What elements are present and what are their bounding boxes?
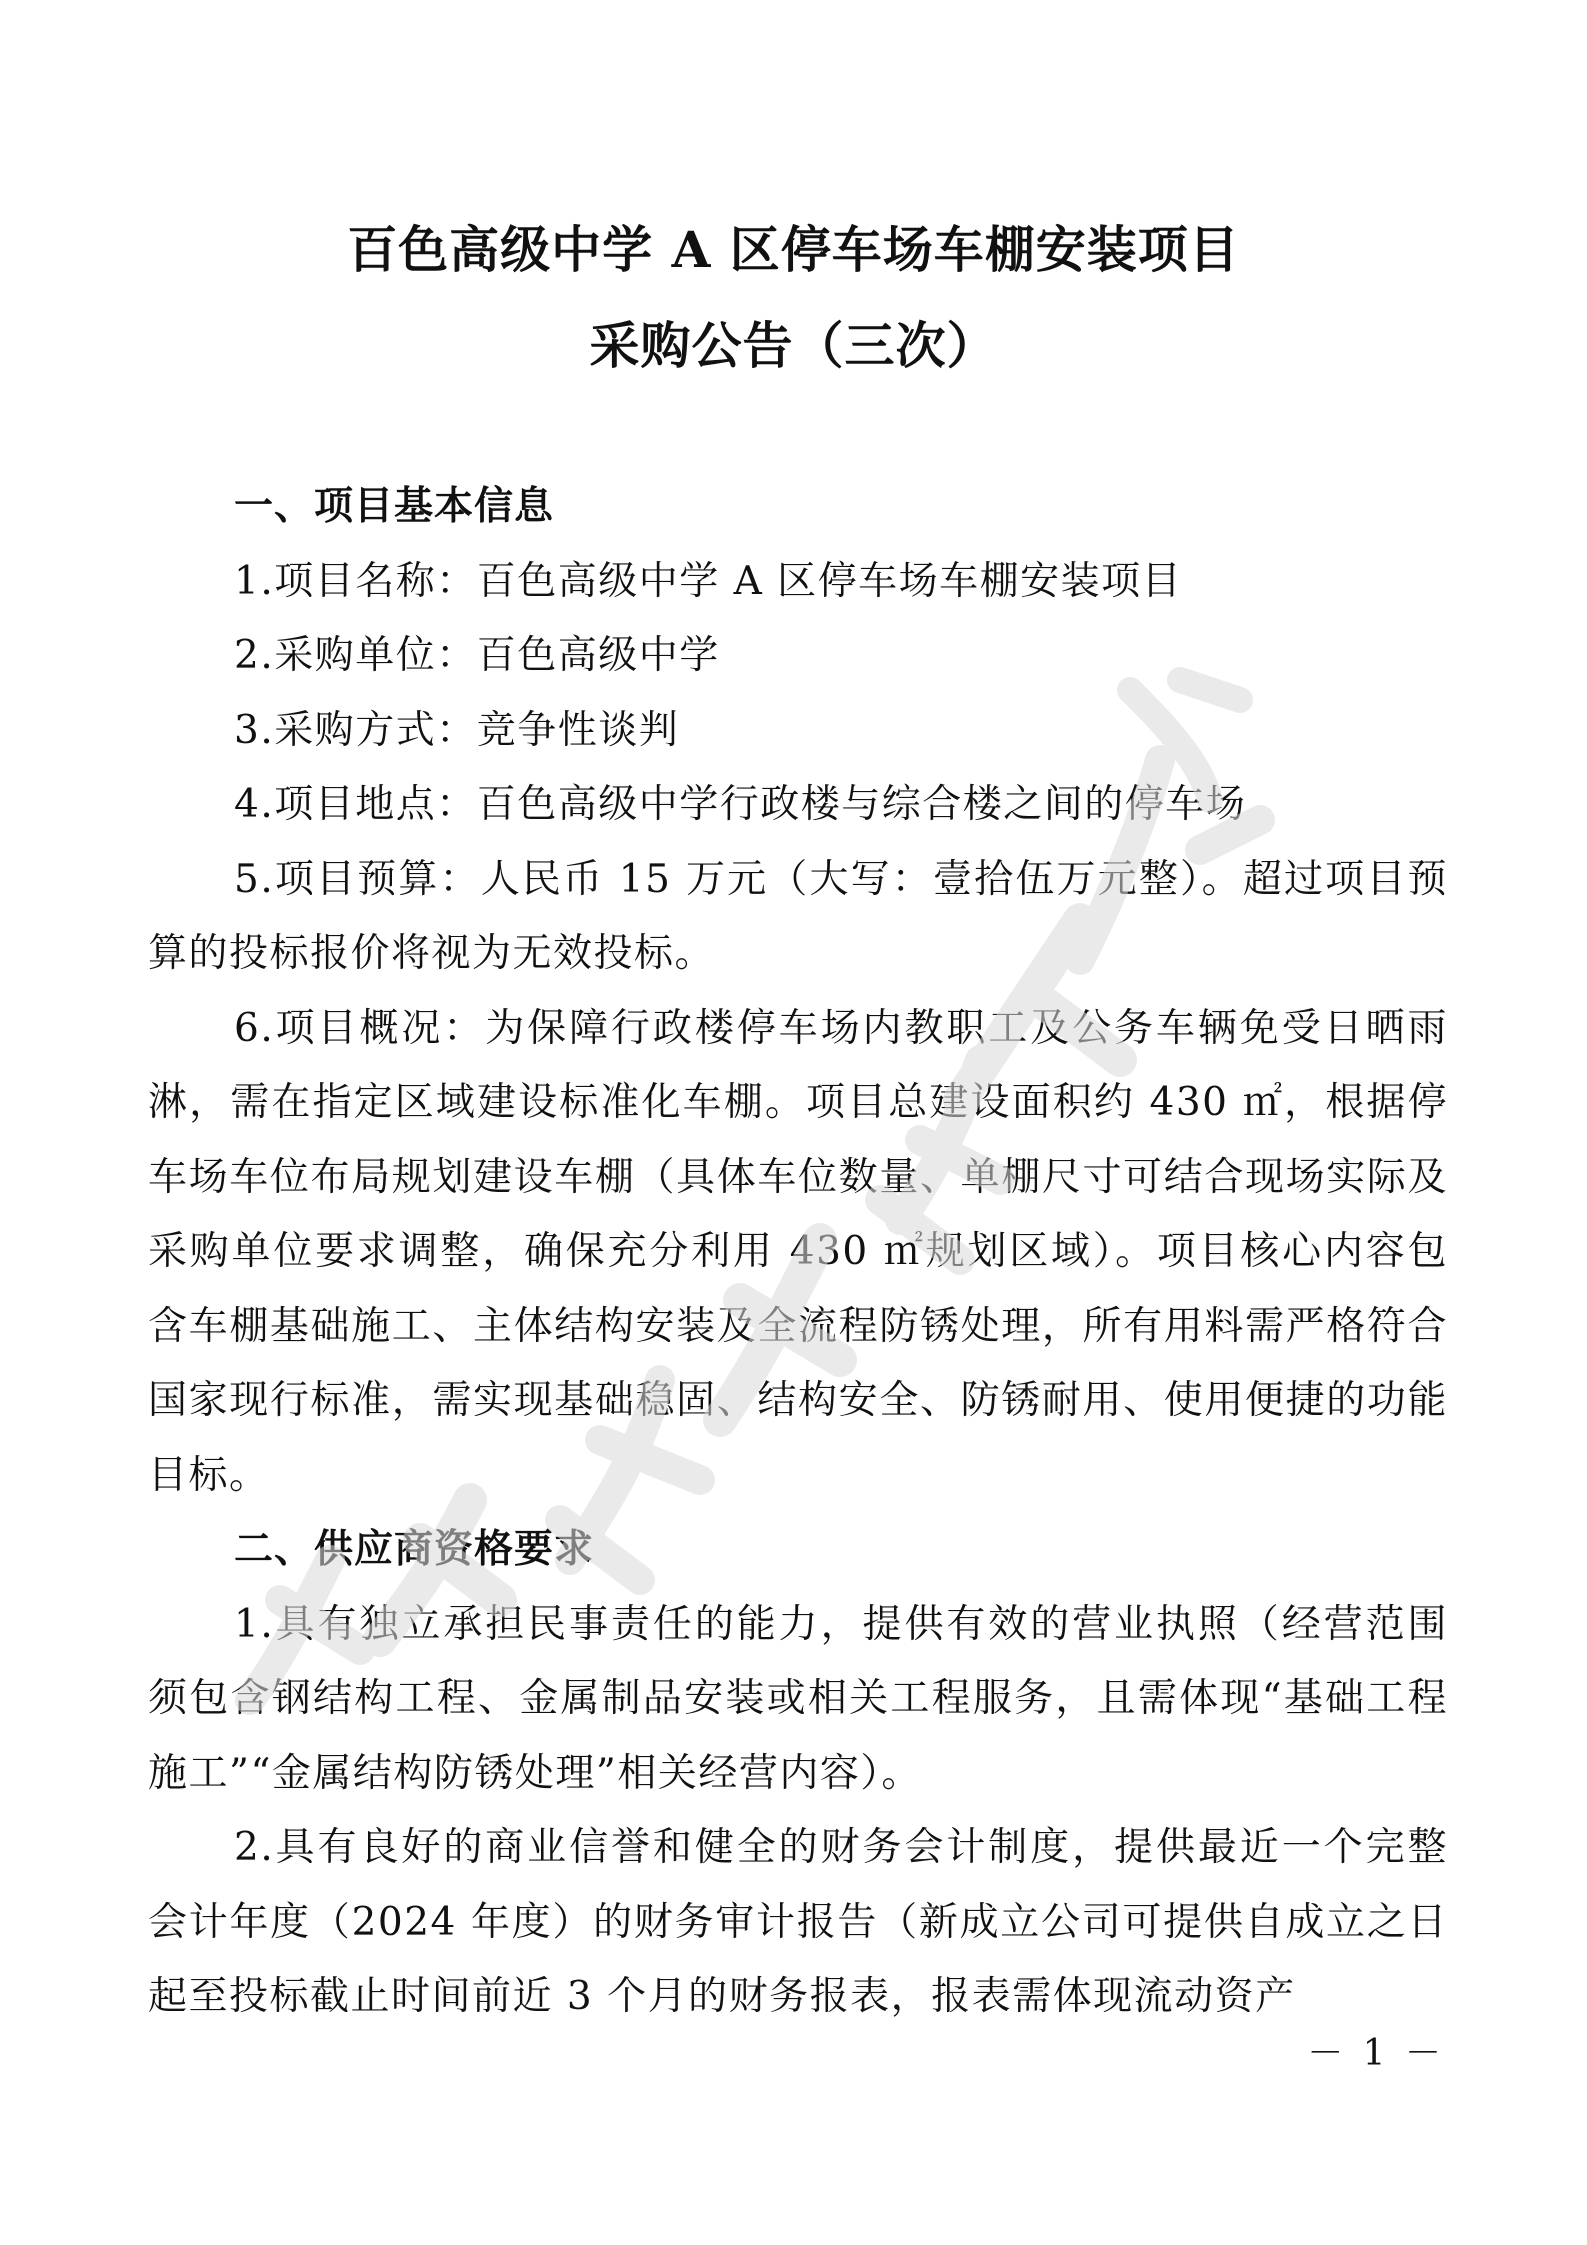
section-heading-qualifications: 二、供应商资格要求 (234, 1527, 595, 1572)
paragraph-project-overview: 6.项目概况：为保障行政楼停车场内教职工及公务车辆免受日晒雨淋，需在指定区域建设标准化车棚。项目总建设面积约 430 ㎡，根据停车场车位布局规划建设车棚（具体车位数量、单棚尺寸可结合现场实际及采购单位要求调整，确保充分利用 430 ㎡规划区域）。项目核心内容包含车棚基础施工、主体结构安装及全流程防锈处理，所有用料需严格符合国家现行标准，需实现基础稳固、结构安全、防锈耐用、使用便捷的功能目标。 (148, 1005, 1448, 1498)
section-heading-basic-info: 一、项目基本信息 (234, 484, 555, 529)
paragraph-purchaser: 2.采购单位：百色高级中学 (234, 633, 720, 678)
document-body (148, 470, 1448, 2035)
paragraph-project-name: 1.项目名称：百色高级中学 A 区停车场车棚安装项目 (234, 558, 1183, 604)
page-number: － 1 － (1307, 2033, 1445, 2074)
paragraph-qualification-1: 1.具有独立承担民事责任的能力，提供有效的营业执照（经营范围须包含钢结构工程、金属制品安装或相关工程服务，且需体现“基础工程施工”“金属结构防锈处理”相关经营内容）。 (148, 1601, 1448, 1796)
document-title-line1: 百色高级中学 A 区停车场车棚安装项目 (347, 220, 1240, 279)
document-title-line2: 采购公告（三次） (589, 316, 998, 375)
paragraph-project-location: 4.项目地点：百色高级中学行政楼与综合楼之间的停车场 (234, 782, 1247, 827)
paragraph-project-budget: 5.项目预算：人民币 15 万元（大写：壹拾伍万元整）。超过项目预算的投标报价将视为无效投标。 (148, 856, 1448, 976)
paragraph-procurement-method: 3.采购方式：竞争性谈判 (234, 707, 680, 753)
paragraph-qualification-2: 2.具有良好的商业信誉和健全的财务会计制度，提供最近一个完整会计年度（2024 年度）的财务审计报告（新成立公司可提供自成立之日起至投标截止时间前近 3 个月的财务报表，报表需体现流动资产 (148, 1825, 1448, 2019)
